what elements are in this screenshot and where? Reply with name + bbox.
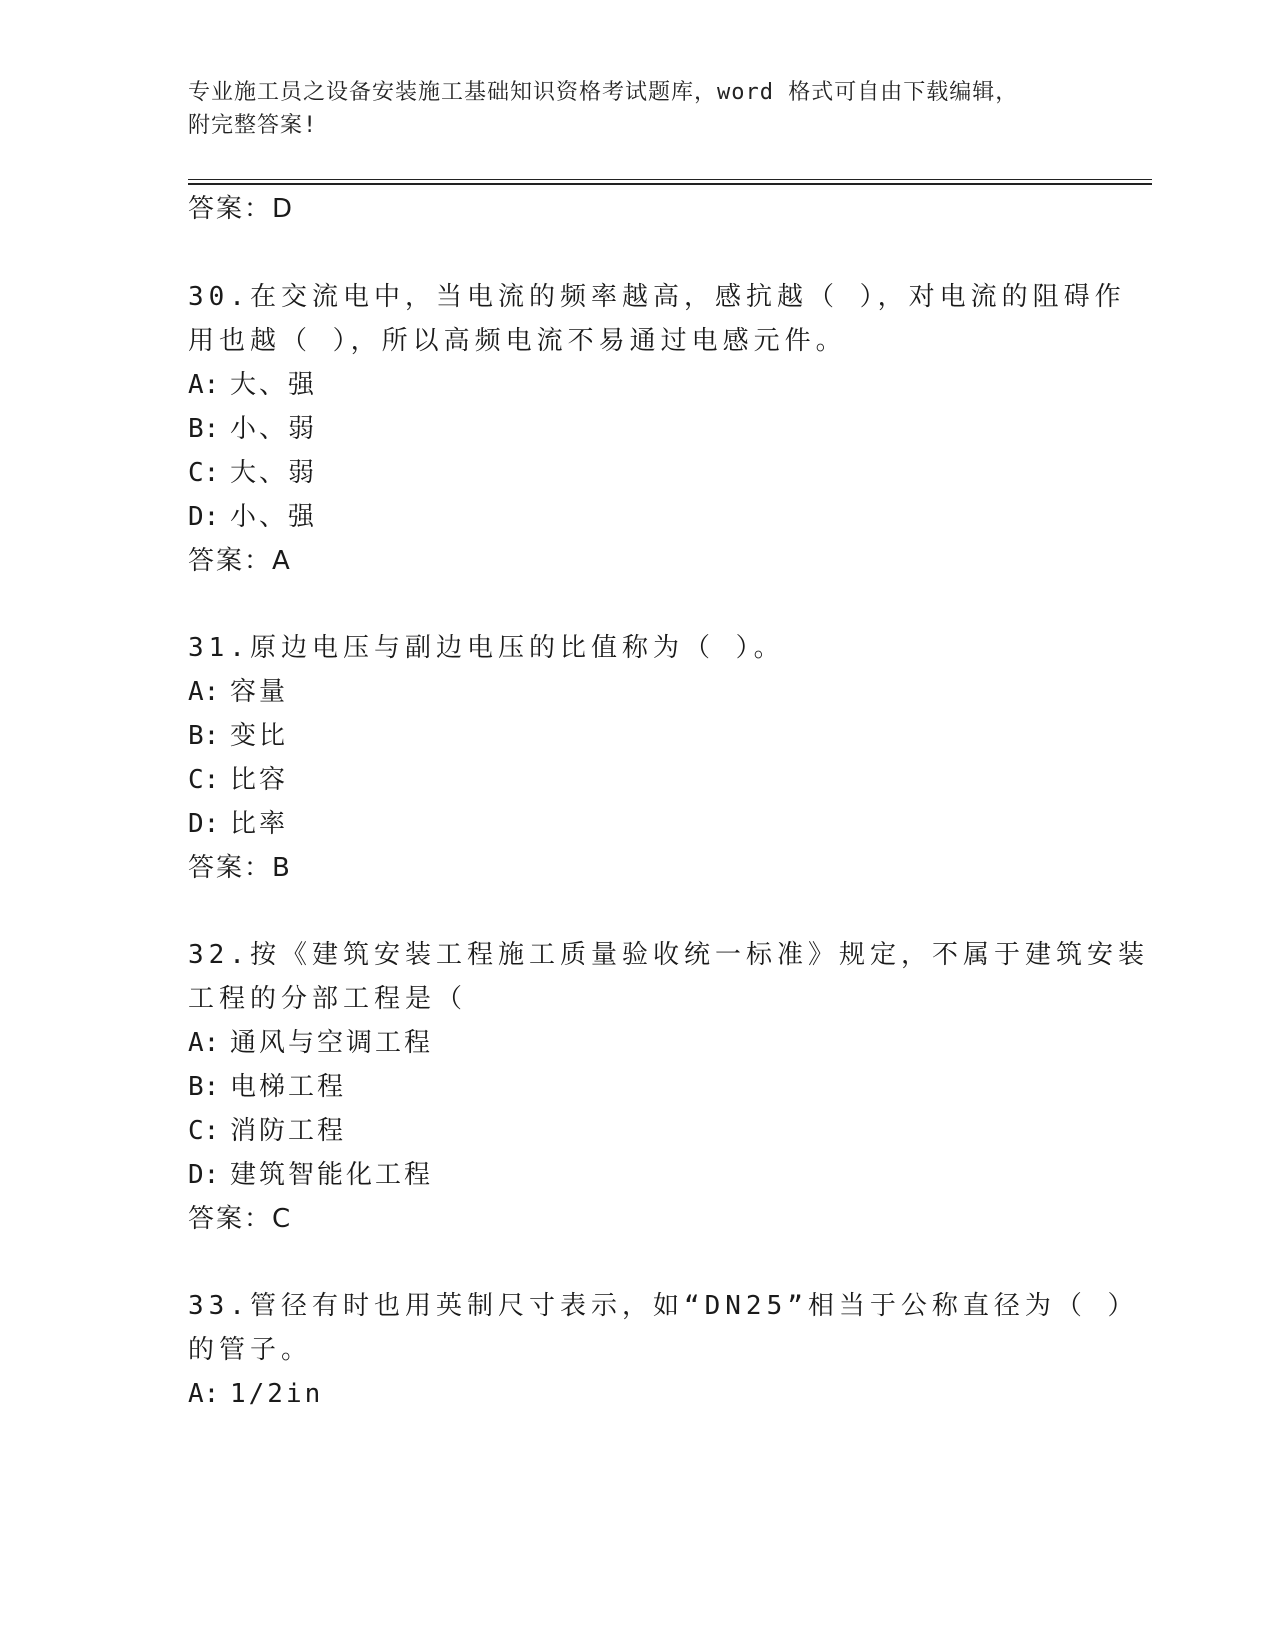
option-key: B: bbox=[188, 414, 220, 444]
option-key: A: bbox=[188, 677, 220, 707]
option-text: 容量 bbox=[230, 677, 289, 707]
header-line-2: 附完整答案! bbox=[188, 113, 318, 138]
question-32-stem-line-1: 32.按《建筑安装工程施工质量验收统一标准》规定，不属于建筑安装 bbox=[188, 940, 1149, 970]
question-32-answer: 答案：C bbox=[188, 1204, 293, 1234]
option-key: D: bbox=[188, 502, 220, 532]
option-text: 小、强 bbox=[230, 502, 318, 532]
question-31-option-a bbox=[188, 675, 288, 709]
option-text: 1/2in bbox=[230, 1379, 324, 1409]
question-32-stem-line-2: 工程的分部工程是（ bbox=[188, 984, 468, 1014]
question-33-option-a bbox=[188, 1377, 323, 1411]
question-31-option-b bbox=[188, 719, 288, 753]
option-text: 变比 bbox=[230, 721, 289, 751]
option-key: C: bbox=[188, 458, 220, 488]
question-30-stem-line-1: 30.在交流电中，当电流的频率越高，感抗越（ ），对电流的阻碍作 bbox=[188, 282, 1126, 312]
option-text: 比容 bbox=[230, 765, 289, 795]
option-key: D: bbox=[188, 1160, 220, 1190]
question-30-answer: 答案：A bbox=[188, 546, 292, 576]
option-key: A: bbox=[188, 1028, 220, 1058]
option-text: 建筑智能化工程 bbox=[230, 1160, 434, 1190]
question-32-option-c bbox=[188, 1114, 346, 1148]
header-divider bbox=[188, 179, 1152, 180]
question-31-stem-line-1: 31.原边电压与副边电压的比值称为（ ）。 bbox=[188, 633, 785, 663]
question-30-stem-line-2: 用也越（ ），所以高频电流不易通过电感元件。 bbox=[188, 326, 847, 356]
question-32-option-d bbox=[188, 1158, 433, 1192]
option-text: 消防工程 bbox=[230, 1116, 347, 1146]
header-line-1: 专业施工员之设备安装施工基础知识资格考试题库，word 格式可自由下载编辑， bbox=[188, 80, 1019, 105]
option-text: 大、强 bbox=[230, 370, 318, 400]
question-31-option-c bbox=[188, 763, 288, 797]
option-key: A: bbox=[188, 1379, 220, 1409]
option-key: C: bbox=[188, 1116, 220, 1146]
option-key: B: bbox=[188, 721, 220, 751]
question-30-option-c bbox=[188, 456, 317, 490]
option-text: 电梯工程 bbox=[230, 1072, 347, 1102]
question-33-stem-line-2: 的管子。 bbox=[188, 1335, 313, 1365]
question-30-option-a bbox=[188, 368, 317, 402]
option-key: B: bbox=[188, 1072, 220, 1102]
question-32-option-b bbox=[188, 1070, 346, 1104]
option-text: 大、弱 bbox=[230, 458, 318, 488]
question-32-option-a bbox=[188, 1026, 433, 1060]
question-30-option-d bbox=[188, 500, 317, 534]
header-divider-thick bbox=[188, 183, 1152, 185]
option-key: D: bbox=[188, 809, 220, 839]
option-key: A: bbox=[188, 370, 220, 400]
question-31-answer: 答案：B bbox=[188, 853, 292, 883]
option-text: 比率 bbox=[230, 809, 289, 839]
option-text: 小、弱 bbox=[230, 414, 318, 444]
document-header bbox=[188, 76, 1068, 142]
option-key: C: bbox=[188, 765, 220, 795]
question-33-stem-line-1: 33.管径有时也用英制尺寸表示，如“DN25”相当于公称直径为（ ） bbox=[188, 1291, 1139, 1321]
question-30-option-b bbox=[188, 412, 317, 446]
option-text: 通风与空调工程 bbox=[230, 1028, 434, 1058]
question-31-option-d bbox=[188, 807, 288, 841]
answer-prev: 答案：D bbox=[188, 194, 295, 224]
